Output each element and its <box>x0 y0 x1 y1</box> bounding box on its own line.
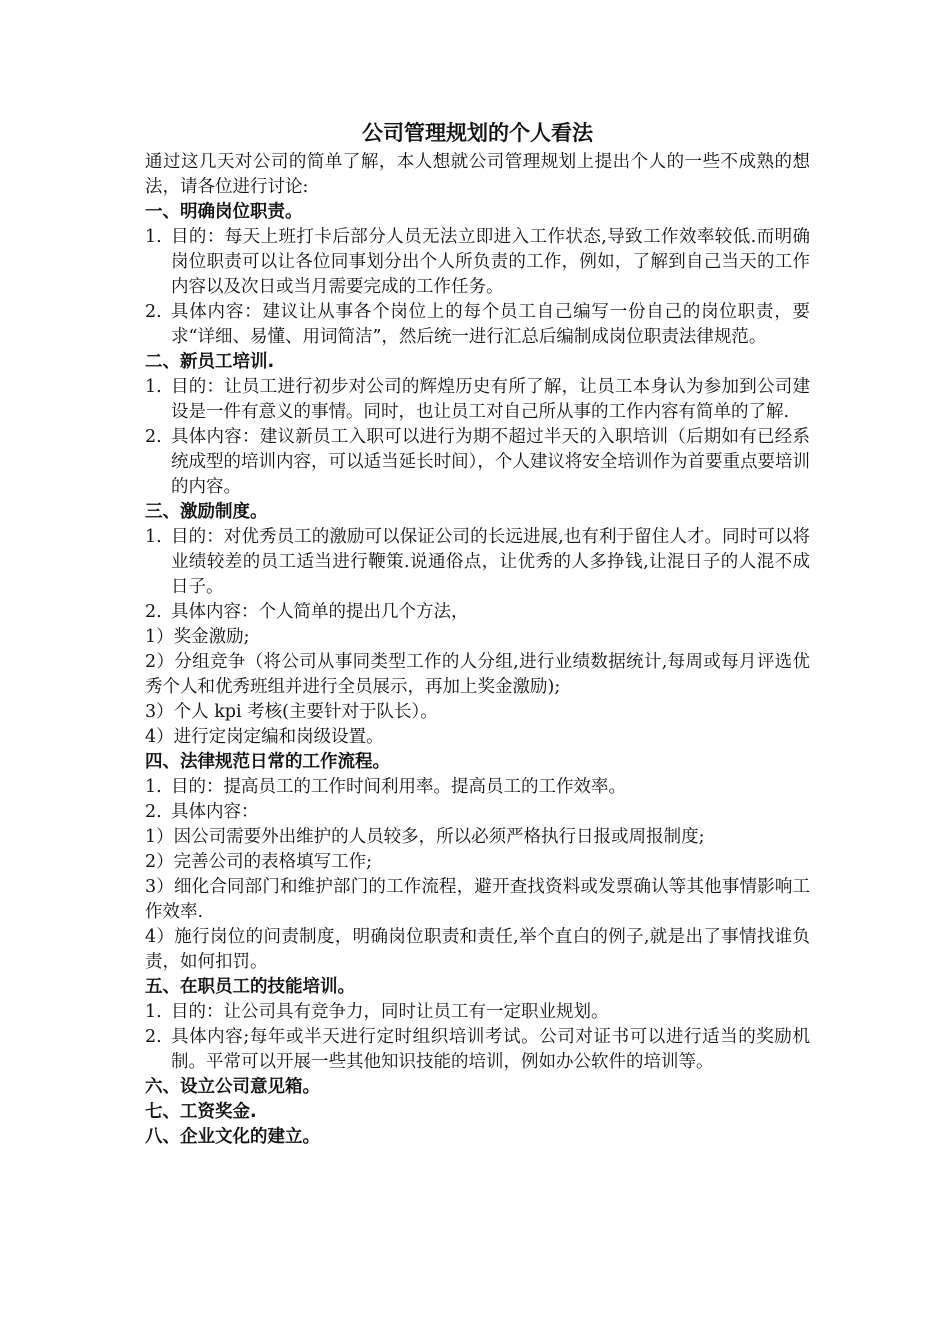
section-heading-5: 五、在职员工的技能培训。 <box>145 977 355 997</box>
list-text: 具体内容：建议新员工入职可以进行为期不超过半天的入职培训（后期如有已经系统成型的培训内容，可以适当延长时间），个人建议将安全培训作为首要重点要培训的内容。 <box>171 427 810 497</box>
list-number: 2. <box>145 602 162 622</box>
list-text: 目的：让公司具有竞争力，同时让员工有一定职业规划。 <box>171 1002 609 1022</box>
list-number: 2. <box>145 302 162 322</box>
list-number: 1. <box>145 527 162 547</box>
document-title: 公司管理规划的个人看法 <box>362 121 593 145</box>
list-text: 目的：让员工进行初步对公司的辉煌历史有所了解，让员工本身认为参加到公司建设是一件有意义的事情。同时，也让员工对自己所从事的工作内容有简单的了解. <box>171 377 810 422</box>
list-item <box>145 1025 810 1075</box>
section-heading-8: 八、企业文化的建立。 <box>145 1127 320 1147</box>
sub-item-line: 2）完善公司的表格填写工作; <box>145 852 373 872</box>
section-heading-4: 四、法律规范日常的工作流程。 <box>145 752 390 772</box>
list-item <box>145 600 810 625</box>
section-heading-3: 三、激励制度。 <box>145 502 268 522</box>
list-item <box>145 775 810 800</box>
list-number: 1. <box>145 1002 162 1022</box>
section-heading-7: 七、工资奖金. <box>145 1102 257 1122</box>
sub-item-line: 4）施行岗位的问责制度，明确岗位职责和责任,举个直白的例子,就是出了事情找谁负责，如何扣罚。 <box>145 927 810 972</box>
sub-item-line: 1）因公司需要外出维护的人员较多，所以必须严格执行日报或周报制度; <box>145 827 705 847</box>
list-number: 1. <box>145 777 162 797</box>
sub-item-line: 4）进行定岗定编和岗级设置。 <box>145 727 384 747</box>
list-text: 目的：提高员工的工作时间利用率。提高员工的工作效率。 <box>171 777 626 797</box>
section-heading-2: 二、新员工培训. <box>145 352 275 372</box>
list-item <box>145 1000 810 1025</box>
list-text: 具体内容：建议让从事各个岗位上的每个员工自己编写一份自己的岗位职责，要求“详细、易懂、用词简洁”，然后统一进行汇总后编制成岗位职责法律规范。 <box>171 302 810 347</box>
sub-item-line: 3）细化合同部门和维护部门的工作流程，避开查找资料或发票确认等其他事情影响工作效率. <box>145 877 810 922</box>
list-text: 具体内容;每年或半天进行定时组织培训考试。公司对证书可以进行适当的奖励机制。平常可以开展一些其他知识技能的培训，例如办公软件的培训等。 <box>171 1027 810 1072</box>
list-item <box>145 300 810 350</box>
sub-item-line: 1）奖金激励; <box>145 627 250 647</box>
list-item <box>145 225 810 300</box>
intro-paragraph: 通过这几天对公司的简单了解，本人想就公司管理规划上提出个人的一些不成熟的想法，请各位进行讨论: <box>145 152 810 197</box>
list-item <box>145 800 810 825</box>
sub-item-line: 3）个人 kpi 考核(主要针对于队长）。 <box>145 702 438 722</box>
document-page <box>145 118 810 1150</box>
section-heading-6: 六、设立公司意见箱。 <box>145 1077 320 1097</box>
list-text: 具体内容：个人简单的提出几个方法， <box>171 602 469 622</box>
list-number: 2. <box>145 802 162 822</box>
list-number: 1. <box>145 227 162 247</box>
list-text: 目的：对优秀员工的激励可以保证公司的长远进展,也有利于留住人才。同时可以将业绩较差的员工适当进行鞭策.说通俗点，让优秀的人多挣钱,让混日子的人混不成日子。 <box>171 527 810 597</box>
section-heading-1: 一、明确岗位职责。 <box>145 202 303 222</box>
sub-item-line: 2）分组竞争（将公司从事同类型工作的人分组,进行业绩数据统计,每周或每月评选优秀个人和优秀班组并进行全员展示，再加上奖金激励); <box>145 652 810 697</box>
list-text: 具体内容： <box>171 802 259 822</box>
list-text: 目的：每天上班打卡后部分人员无法立即进入工作状态,导致工作效率较低.而明确岗位职责可以让各位同事划分出个人所负责的工作，例如，了解到自己当天的工作内容以及次日或当月需要完成的工作任务。 <box>171 227 810 297</box>
list-number: 2. <box>145 1027 162 1047</box>
list-item <box>145 425 810 500</box>
list-item <box>145 375 810 425</box>
list-item <box>145 525 810 600</box>
list-number: 2. <box>145 427 162 447</box>
list-number: 1. <box>145 377 162 397</box>
